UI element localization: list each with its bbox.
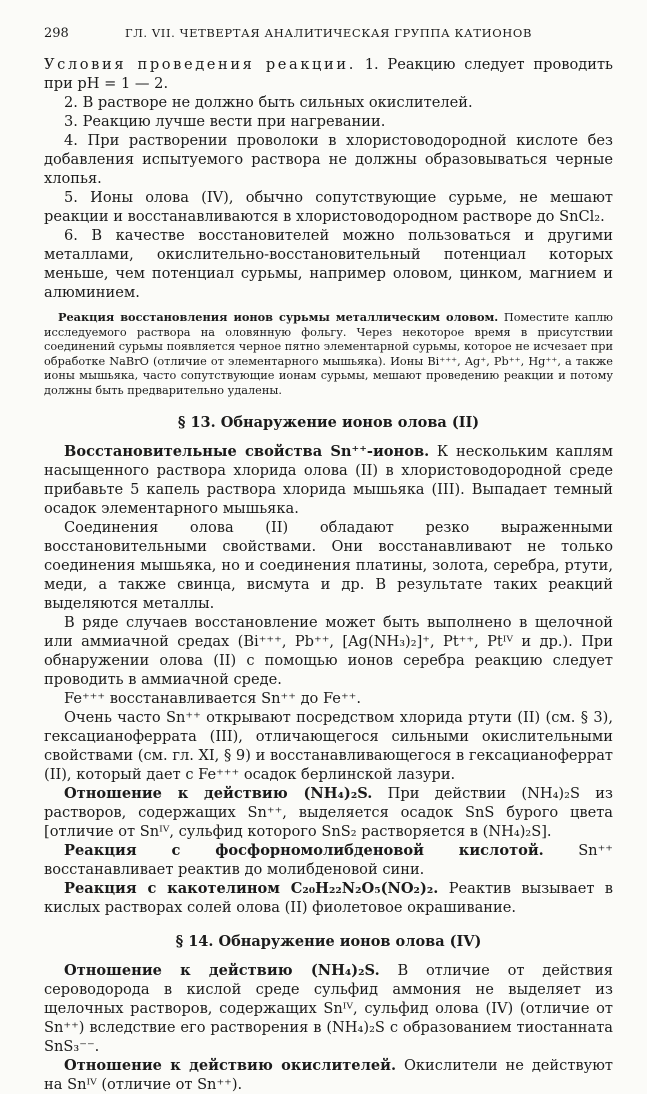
- condition-6: 6. В качестве восстановителей можно пользоваться и другими металлами, окислительно-восстановительный потенциал которых меньше, чем потенциал сурьмы, например оловом, цинком, магнием и алюминием.: [44, 227, 613, 301]
- s13-paragraph-4: Fe⁺⁺⁺ восстанавливается Sn⁺⁺ до Fe⁺⁺.: [64, 690, 361, 707]
- s14-p1-lead: Отношение к действию (NH₄)₂S.: [64, 962, 380, 979]
- condition-2: 2. В растворе не должно быть сильных окислителей.: [64, 94, 473, 111]
- s13-p6-lead: Отношение к действию (NH₄)₂S.: [64, 785, 373, 802]
- conditions-lead: Условия проведения реакции.: [44, 56, 356, 73]
- condition-4: 4. При растворении проволоки в хлористоводородной кислоте без добавления испытуемого раствора не должны образовываться черные хлопья.: [44, 132, 613, 187]
- s13-paragraph-5: Очень часто Sn⁺⁺ открывают посредством хлорида ртути (II) (см. § 3), гексацианоферрата (III), отличающегося сильными окислительными свойствами (см. гл. XI, § 9) и восстанавливающегося в гексацианоферрат (II), который дает с Fe⁺⁺⁺ осадок берлинской лазури.: [44, 709, 613, 783]
- s14-p2-text: Окислители не действуют на Snᴵⱽ (отличие от Sn⁺⁺).: [44, 1057, 613, 1093]
- s13-paragraph-1: [44, 442, 613, 518]
- s13-p1-lead: Восстановительные свойства Sn⁺⁺-ионов.: [64, 443, 430, 460]
- page-number: 298: [44, 26, 69, 41]
- conditions-paragraph: [44, 55, 613, 93]
- s13-paragraph-2: Соединения олова (II) обладают резко выраженными восстановительными свойствами. Они восстанавливают не только соединения мышьяка, но и соединения платины, золота, серебра, ртути, меди, а также свинца, висмута и др. В результате таких реакций выделяются металлы.: [44, 519, 613, 612]
- s13-p7-text: Sn⁺⁺ восстанавливает реактив до молибденовой сини.: [44, 842, 613, 878]
- s13-p8-lead: Реакция с какотелином C₂₀H₂₂N₂O₅(NO₂)₂.: [64, 880, 439, 897]
- note-text: Поместите каплю исследуемого раствора на оловянную фольгу. Через некоторое время в присутствии соединений сурьмы появляется черное пятно элементарной сурьмы, которое не исчезает при обработке NaBrO (отличие от элементарного мышьяка). Ионы Bi⁺⁺⁺, Ag⁺, Pb⁺⁺, Hg⁺⁺, а также ионы мышьяка, часто сопутствующие ионам сурьмы, мешают проведению реакции и потому должны быть предварительно удалены.: [44, 311, 614, 397]
- s13-paragraph-7: [44, 841, 613, 879]
- small-print-note: [44, 310, 613, 398]
- note-lead: Реакция восстановления ионов сурьмы металлическим оловом.: [58, 310, 499, 324]
- s13-p8-text: Реактив вызывает в кислых растворах солей олова (II) фиолетовое окрашивание.: [44, 880, 613, 916]
- condition-1: 1. Реакцию следует проводить при pH = 1 — 2.: [44, 56, 613, 92]
- s14-p1-text: В отличие от действия сероводорода в кислой среде сульфид аммония не выделяет из щелочных растворов, содержащих Snᴵⱽ, сульфид олова (IV) (отличие от Sn⁺⁺) вследствие его растворения в (NH₄)₂S с образованием тиостанната SnS₃⁻⁻.: [44, 962, 613, 1055]
- running-title: ГЛ. VII. ЧЕТВЕРТАЯ АНАЛИТИЧЕСКАЯ ГРУППА КАТИОНОВ: [124, 26, 533, 40]
- section-13-heading: § 13. Обнаружение ионов олова (II): [177, 414, 480, 431]
- running-header: [44, 26, 613, 41]
- section-14-heading: § 14. Обнаружение ионов олова (IV): [175, 933, 482, 950]
- condition-3: 3. Реакцию лучше вести при нагревании.: [64, 113, 386, 130]
- s13-paragraph-8: [44, 879, 613, 917]
- s13-paragraph-6: [44, 784, 613, 841]
- s13-p1-text: К нескольким каплям насыщенного раствора хлорида олова (II) в хлористоводородной среде прибавьте 5 капель раствора хлорида мышьяка (III). Выпадает темный осадок элементарного мышьяка.: [44, 443, 613, 517]
- condition-5: 5. Ионы олова (IV), обычно сопутствующие сурьме, не мешают реакции и восстанавливаются в хлористоводородном растворе до SnCl₂.: [44, 189, 613, 225]
- s13-paragraph-3: В ряде случаев восстановление может быть выполнено в щелочной или аммиачной средах (Bi⁺⁺⁺, Pb⁺⁺, [Ag(NH₃)₂]⁺, Pt⁺⁺, Ptᴵⱽ и др.). При обнаружении олова (II) с помощью ионов серебра реакцию следует проводить в аммиачной среде.: [44, 614, 613, 688]
- s13-p6-text: При действии (NH₄)₂S из растворов, содержащих Sn⁺⁺, выделяется осадок SnS бурого цвета [отличие от Snᴵⱽ, сульфид которого SnS₂ растворяется в (NH₄)₂S].: [44, 785, 613, 840]
- s14-p2-lead: Отношение к действию окислителей.: [64, 1057, 397, 1074]
- s14-paragraph-2: [44, 1056, 613, 1094]
- s14-paragraph-1: [44, 961, 613, 1056]
- s13-p7-lead: Реакция с фосфорномолибденовой кислотой.: [64, 842, 544, 859]
